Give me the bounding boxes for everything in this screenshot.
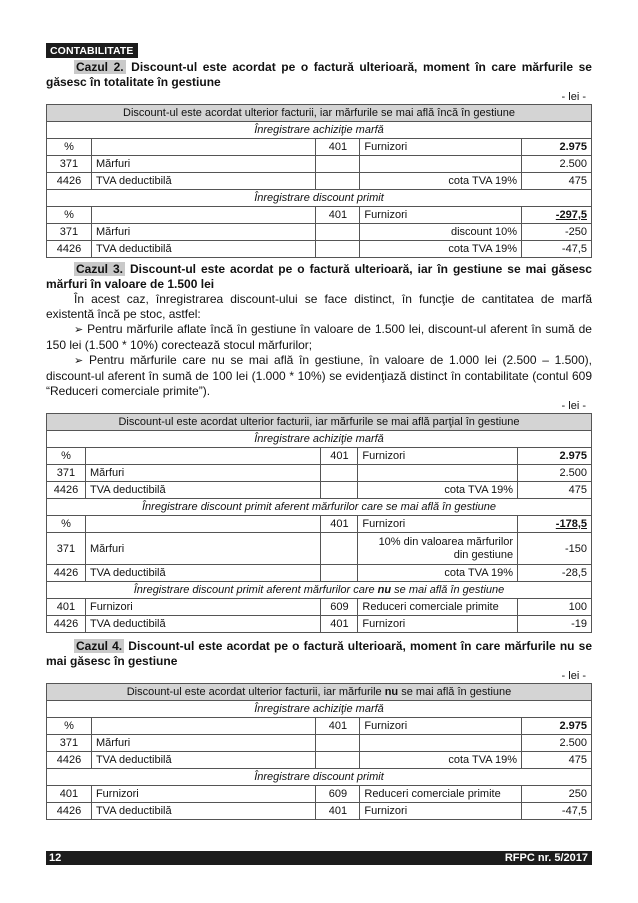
case4-heading [46, 639, 592, 669]
table-row [47, 156, 592, 173]
account-cell: 371 [47, 735, 92, 752]
amount-cell: -150 [518, 533, 592, 565]
account-name-cell: TVA deductibilă [85, 482, 320, 499]
account-cell: % [47, 207, 92, 224]
account-cell: % [47, 718, 92, 735]
case2-label: Cazul 2. [76, 60, 124, 74]
section-title: Înregistrare achiziţie marfă [47, 701, 592, 718]
case3-table [46, 413, 592, 633]
account-name-cell: TVA deductibilă [91, 752, 315, 769]
arrow-bullet-icon: ➢ [74, 324, 84, 336]
section-title: Înregistrare discount primit [47, 190, 592, 207]
account-cell: % [47, 448, 86, 465]
section-title [47, 582, 592, 599]
table-row [47, 599, 592, 616]
page-content [46, 60, 592, 820]
account-cell: 371 [47, 533, 86, 565]
section-title: Înregistrare achiziţie marfă [47, 431, 592, 448]
account-cell [316, 156, 360, 173]
account-cell: 4426 [47, 241, 92, 258]
account-cell [316, 241, 360, 258]
table-row [47, 224, 592, 241]
section-row [47, 431, 592, 448]
case2-table [46, 104, 592, 258]
section-row [47, 122, 592, 139]
section-row [47, 701, 592, 718]
account-cell: 371 [47, 224, 92, 241]
table-row [47, 241, 592, 258]
section-row [47, 499, 592, 516]
table-row [47, 516, 592, 533]
account-cell: 401 [316, 803, 360, 820]
account-cell: 401 [316, 139, 360, 156]
case2-heading [46, 60, 592, 90]
account-name-cell: Reduceri comerciale primite [360, 786, 522, 803]
table-header: Discount-ul este acordat ulterior facturii, iar mărfurile se mai află parţial în gestiune [47, 414, 592, 431]
account-name-cell [91, 718, 315, 735]
section-tag: CONTABILITATE [46, 43, 138, 58]
account-name-cell: Furnizori [360, 803, 522, 820]
account-cell: 371 [47, 156, 92, 173]
table-header [47, 684, 592, 701]
account-cell: 4426 [47, 482, 86, 499]
amount-cell: 2.975 [522, 139, 592, 156]
account-cell: 4426 [47, 752, 92, 769]
table-header-row [47, 414, 592, 431]
table-row [47, 482, 592, 499]
account-cell: 401 [321, 448, 358, 465]
section-title: Înregistrare discount primit [47, 769, 592, 786]
amount-cell: -47,5 [522, 241, 592, 258]
note-cell [360, 735, 522, 752]
account-cell: % [47, 139, 92, 156]
table-row [47, 565, 592, 582]
account-name-cell: Furnizori [91, 786, 315, 803]
account-cell [321, 565, 358, 582]
account-cell: 401 [47, 599, 86, 616]
table-header-emphasis: nu [384, 686, 399, 698]
account-cell [321, 533, 358, 565]
account-name-cell: Mărfuri [91, 224, 316, 241]
account-cell: 609 [316, 786, 360, 803]
section-title: Înregistrare discount primit aferent mărfurilor care se mai află în gestiune [47, 499, 592, 516]
section-row [47, 190, 592, 207]
table-row [47, 139, 592, 156]
account-name-cell [85, 448, 320, 465]
case4-table [46, 683, 592, 820]
account-name-cell [91, 139, 316, 156]
note-cell: cota TVA 19% [360, 173, 522, 190]
amount-cell: 2.975 [518, 448, 592, 465]
section-title-emphasis: nu [377, 584, 392, 596]
case3-bullet-2 [46, 353, 592, 399]
amount-cell: 100 [518, 599, 592, 616]
account-name-cell: TVA deductibilă [91, 241, 316, 258]
account-cell: 401 [47, 786, 92, 803]
note-cell: cota TVA 19% [358, 482, 518, 499]
account-name-cell: Mărfuri [91, 156, 316, 173]
case2-title: Discount-ul este acordat pe o factură ulterioară, moment în care mărfurile se găsesc în totalitate în gestiune [46, 60, 592, 89]
note-line: din gestiune [453, 548, 514, 561]
account-cell: 4426 [47, 173, 92, 190]
case4-label: Cazul 4. [76, 639, 123, 653]
table-row [47, 803, 592, 820]
account-name-cell: Furnizori [358, 516, 518, 533]
note-cell: cota TVA 19% [360, 752, 522, 769]
account-name-cell: TVA deductibilă [85, 565, 320, 582]
amount-cell: -47,5 [522, 803, 592, 820]
table-row [47, 735, 592, 752]
account-cell: 401 [316, 207, 360, 224]
arrow-bullet-icon: ➢ [74, 355, 84, 367]
case3-title: Discount-ul este acordat pe o factură ulterioară, iar în gestiune se mai găsesc mărfuri în valoare de 1.500 lei [46, 262, 592, 291]
amount-cell: -178,5 [518, 516, 592, 533]
amount-cell: 475 [518, 482, 592, 499]
table-row [47, 752, 592, 769]
account-cell [316, 735, 360, 752]
account-name-cell [85, 516, 320, 533]
note-cell [358, 533, 518, 565]
note-cell: cota TVA 19% [358, 565, 518, 582]
amount-cell: -19 [518, 616, 592, 633]
table-header-part: se mai află în gestiune [398, 686, 512, 698]
section-row [47, 769, 592, 786]
account-name-cell: Furnizori [360, 718, 522, 735]
amount-cell: -297,5 [522, 207, 592, 224]
publication-label: RFPC nr. 5/2017 [504, 852, 588, 864]
note-cell [360, 156, 522, 173]
section-title: Înregistrare achiziţie marfă [47, 122, 592, 139]
account-cell [316, 224, 360, 241]
amount-cell: 250 [522, 786, 592, 803]
table-row [47, 786, 592, 803]
bullet-text: Pentru mărfurile care nu se mai află în gestiune, în valoare de 1.000 lei (2.500 – 1.500), discount-ul aferent în sumă de 100 lei (1.000 * 10%) se evidenţiază distinct în contabilitate (contul 609 “Reduceri comerciale primite”). [46, 353, 592, 398]
page-number: 12 [49, 852, 62, 864]
account-cell: 401 [321, 616, 358, 633]
case2-unit: - lei - [561, 91, 586, 103]
account-name-cell: TVA deductibilă [91, 173, 316, 190]
table-header-row [47, 684, 592, 701]
table-row [47, 448, 592, 465]
table-row [47, 616, 592, 633]
section-title-part: se mai află în gestiune [391, 584, 505, 596]
amount-cell: 2.500 [518, 465, 592, 482]
amount-cell: 2.975 [522, 718, 592, 735]
table-row [47, 173, 592, 190]
account-name-cell: Furnizori [360, 207, 522, 224]
account-cell: 4426 [47, 616, 86, 633]
amount-cell: -250 [522, 224, 592, 241]
account-cell: % [47, 516, 86, 533]
table-row [47, 718, 592, 735]
account-cell [316, 752, 360, 769]
amount-cell: 475 [522, 173, 592, 190]
case3-label: Cazul 3. [76, 262, 123, 276]
amount-cell: 2.500 [522, 735, 592, 752]
account-cell [316, 173, 360, 190]
account-cell [321, 482, 358, 499]
page-footer [46, 851, 592, 865]
account-cell: 401 [316, 718, 360, 735]
note-cell [358, 465, 518, 482]
note-line: 10% din valoarea mărfurilor [378, 535, 514, 548]
case3-bullet-1 [46, 322, 592, 353]
table-row [47, 207, 592, 224]
account-name-cell: Reduceri comerciale primite [358, 599, 518, 616]
account-name-cell: Mărfuri [85, 533, 320, 565]
note-cell: cota TVA 19% [360, 241, 522, 258]
bullet-text: Pentru mărfurile aflate încă în gestiune în valoare de 1.500 lei, discount-ul aferent în sumă de 150 lei (1.500 * 10%) corectează stocul mărfurilor; [46, 322, 592, 352]
account-name-cell: TVA deductibilă [91, 803, 315, 820]
amount-cell: 2.500 [522, 156, 592, 173]
table-header-row [47, 105, 592, 122]
note-cell: discount 10% [360, 224, 522, 241]
account-name-cell: Mărfuri [91, 735, 315, 752]
account-name-cell: Furnizori [358, 616, 518, 633]
account-name-cell: Furnizori [358, 448, 518, 465]
table-header: Discount-ul este acordat ulterior facturii, iar mărfurile se mai află încă în gestiune [47, 105, 592, 122]
account-name-cell: Mărfuri [85, 465, 320, 482]
account-cell: 4426 [47, 565, 86, 582]
section-title-part: Înregistrare discount primit aferent mărfurilor care [133, 584, 378, 596]
account-cell: 371 [47, 465, 86, 482]
case3-heading [46, 262, 592, 292]
account-name-cell: Furnizori [85, 599, 320, 616]
account-cell: 609 [321, 599, 358, 616]
account-name-cell [91, 207, 316, 224]
table-row [47, 465, 592, 482]
amount-cell: -28,5 [518, 565, 592, 582]
account-cell: 4426 [47, 803, 92, 820]
case3-intro: În acest caz, înregistrarea discount-ului se face distinct, în funcţie de cantitatea de marfă existentă încă pe stoc, astfel: [46, 292, 592, 321]
case4-unit: - lei - [561, 670, 586, 682]
table-row [47, 533, 592, 565]
section-row [47, 582, 592, 599]
account-name-cell: TVA deductibilă [85, 616, 320, 633]
amount-cell: 475 [522, 752, 592, 769]
case4-title: Discount-ul este acordat pe o factură ulterioară, moment în care mărfurile nu se mai găsesc în gestiune [46, 639, 592, 668]
account-cell: 401 [321, 516, 358, 533]
account-name-cell: Furnizori [360, 139, 522, 156]
account-cell [321, 465, 358, 482]
case3-unit: - lei - [561, 400, 586, 412]
table-header-part: Discount-ul este acordat ulterior facturii, iar mărfurile [126, 686, 385, 698]
